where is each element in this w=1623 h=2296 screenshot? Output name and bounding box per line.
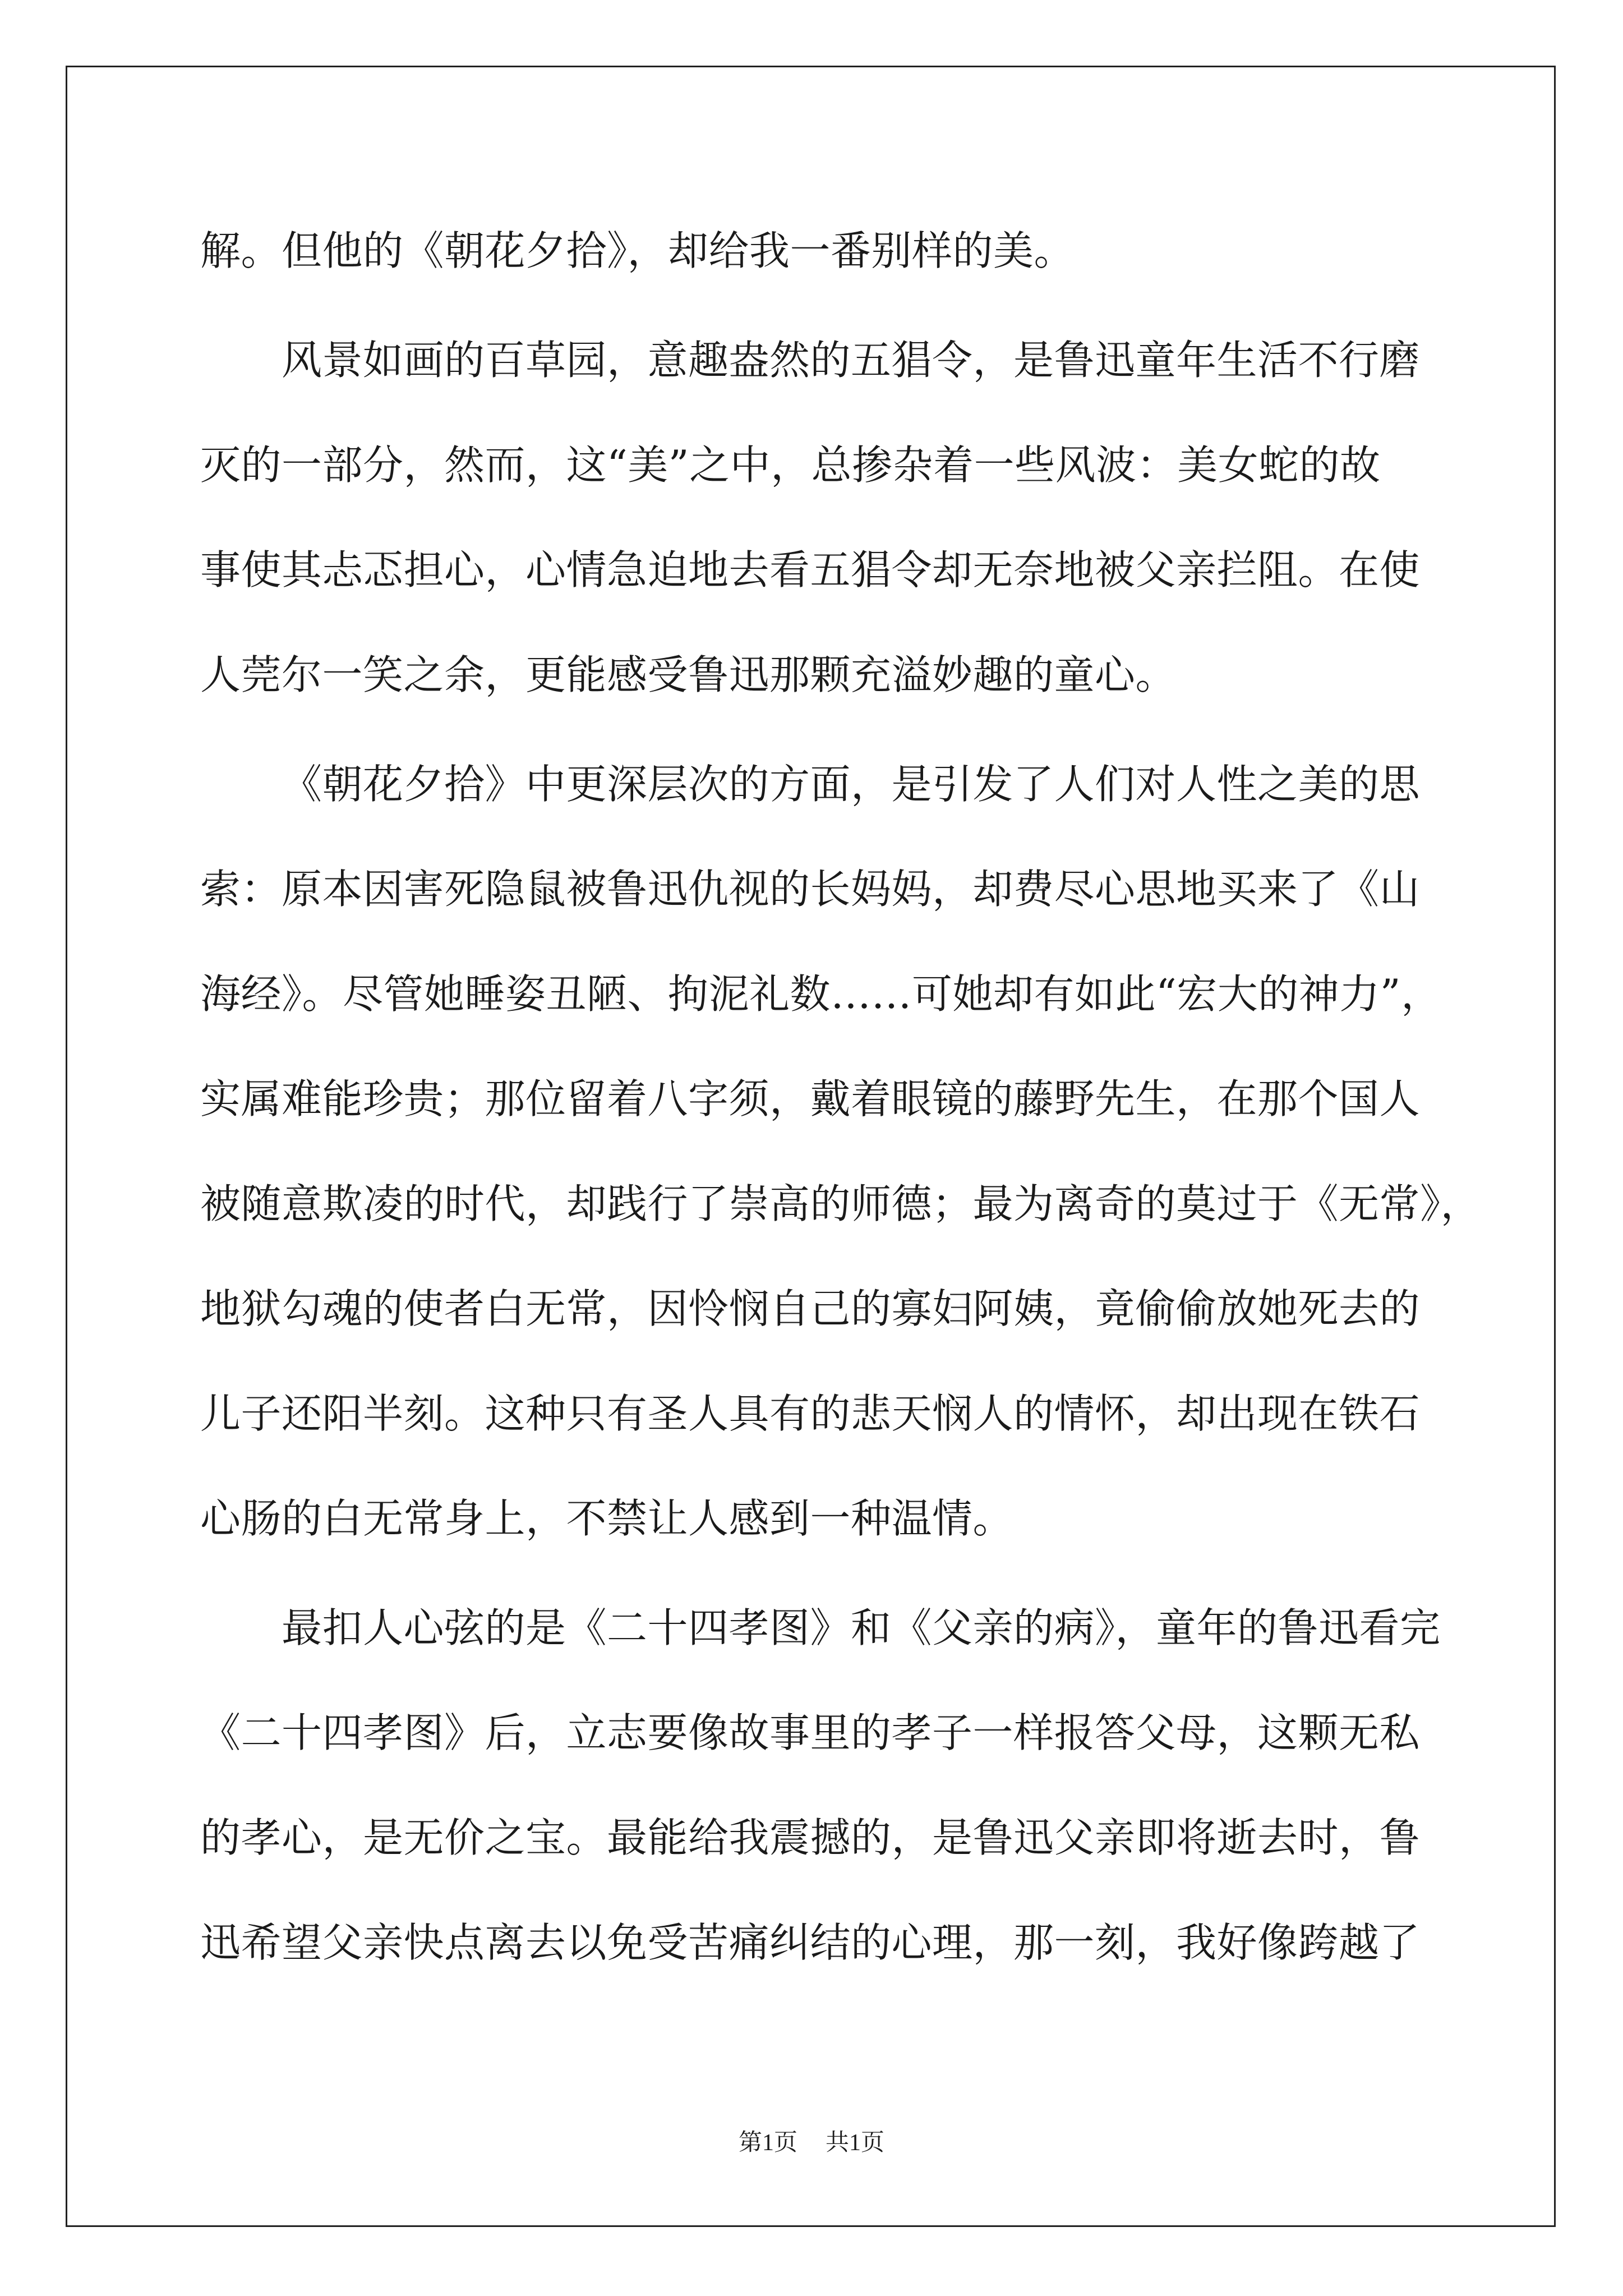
paragraph-human-nature <box>200 732 1513 1571</box>
page-number: 第1页 <box>738 2130 797 2156</box>
text-line: 人莞尔一笑之余，更能感受鲁迅那颗充溢妙趣的童心。 <box>200 651 1177 698</box>
text-line: 索：原本因害死隐鼠被鲁迅仇视的长妈妈，却费尽心思地买来了《山 <box>200 866 1421 913</box>
paragraph-baicaoyuan <box>200 308 1513 728</box>
text-line: 的孝心，是无价之宝。最能给我震撼的，是鲁迅父亲即将逝去时，鲁 <box>200 1814 1421 1861</box>
text-line: 儿子还阳半刻。这种只有圣人具有的悲天悯人的情怀，却出现在铁石 <box>200 1390 1421 1437</box>
text-line: 心肠的白无常身上，不禁让人感到一种温情。 <box>200 1495 1014 1542</box>
text-line: 灭的一部分，然而，这“美”之中，总掺杂着一些风波：美女蛇的故 <box>200 441 1381 489</box>
paragraph-continued <box>200 199 1513 303</box>
text-line: 《朝花夕拾》中更深层次的方面，是引发了人们对人性之美的思 <box>282 761 1421 808</box>
text-line: 海经》。尽管她睡姿丑陋、拘泥礼数……可她却有如此“宏大的神力”， <box>200 970 1442 1018</box>
text-line: 实属难能珍贵；那位留着八字须，戴着眼镜的藤野先生，在那个国人 <box>200 1075 1421 1122</box>
text-line: 事使其忐忑担心，心情急迫地去看五猖令却无奈地被父亲拦阻。在使 <box>200 546 1421 593</box>
text-line: 风景如画的百草园，意趣盎然的五猖令，是鲁迅童年生活不行磨 <box>282 337 1421 384</box>
text-line: 最扣人心弦的是《二十四孝图》和《父亲的病》，童年的鲁迅看完 <box>282 1604 1441 1651</box>
text-line: 被随意欺凌的时代，却践行了崇高的师德；最为离奇的莫过于《无常》， <box>200 1180 1482 1227</box>
text-line: 解。但他的《朝花夕拾》，却给我一番别样的美。 <box>200 227 1075 274</box>
page-footer <box>0 2126 1623 2160</box>
text-line: 地狱勾魂的使者白无常，因怜悯自己的寡妇阿姨，竟偷偷放她死去的 <box>200 1285 1421 1332</box>
page-total: 共1页 <box>826 2130 885 2156</box>
text-line: 《二十四孝图》后，立志要像故事里的孝子一样报答父母，这颗无私 <box>200 1709 1421 1756</box>
paragraph-filial-piety <box>200 1576 1513 1995</box>
document-body <box>200 199 1513 1995</box>
text-line: 迅希望父亲快点离去以免受苦痛纠结的心理，那一刻，我好像跨越了 <box>200 1919 1421 1966</box>
